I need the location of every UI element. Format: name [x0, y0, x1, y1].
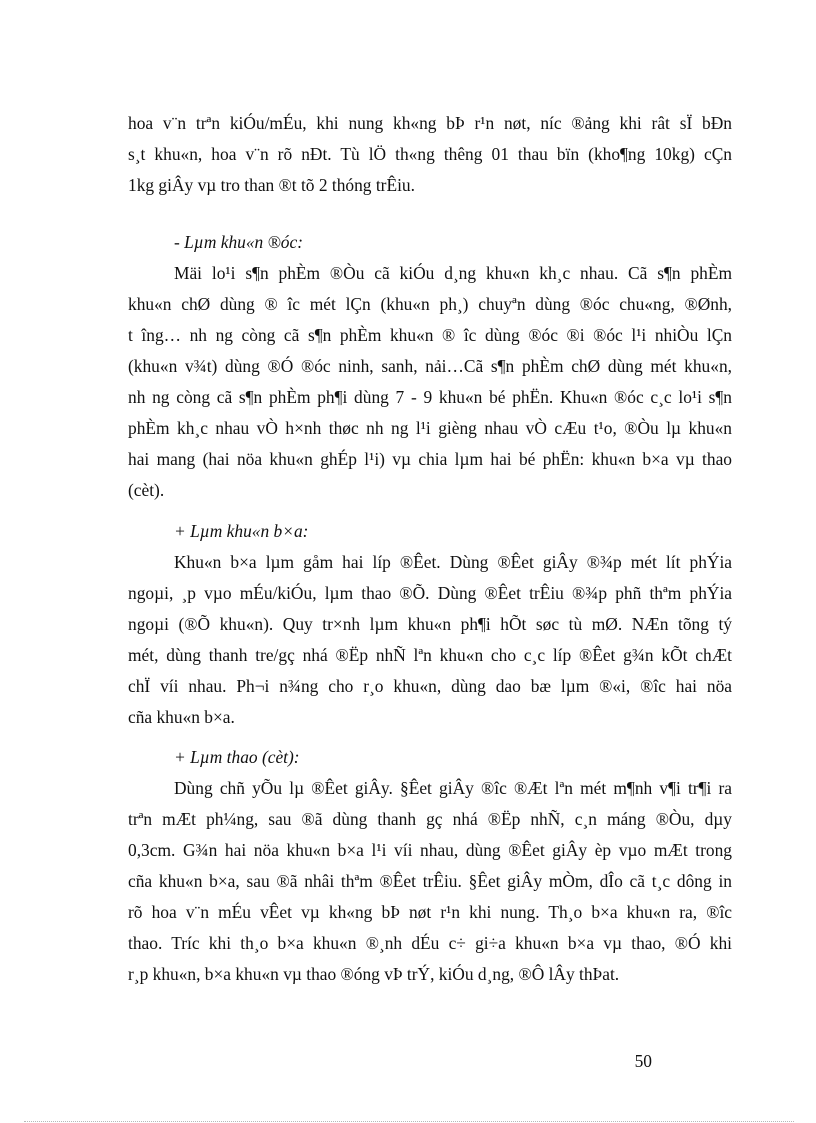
- paragraph-line: hoa v¨n trªn kiÓu/mÉu, khi nung kh«ng bÞ r¹n nøt, níc ®ảng khi rât sÏ bÐn: [128, 113, 732, 133]
- paragraph-line: chÏ víi nhau. Ph¬i n¾ng cho r¸o khu«n, dùng dao bæ lµm ®«i, ®îc hai nöa: [128, 676, 732, 696]
- section-heading-1: [128, 227, 732, 258]
- paragraph-line: 1kg giÂy vµ tro than ®t tõ 2 thóng trÊiu.: [128, 175, 415, 195]
- paragraph-line: t îng… nh ng còng cã s¶n phÈm khu«n ® îc dùng ®óc ®i ®óc l¹i nhiÒu lÇn: [128, 325, 732, 345]
- paragraph-line: ngoµi (®Õ khu«n). Quy tr×nh lµm khu«n ph¶i hÕt søc tù mØ. NÆn tõng tý: [128, 614, 732, 634]
- paragraph-2: [128, 258, 732, 506]
- paragraph-line: mét, dùng thanh tre/gç nhá ®Ëp nhÑ lªn khu«n cho c¸c líp ®Êet g¾n kÕt chÆt: [128, 645, 732, 665]
- page-bottom-divider: [24, 1121, 794, 1122]
- section-heading: + Lµm khu«n b×a:: [174, 521, 309, 541]
- paragraph-3: [128, 547, 732, 733]
- paragraph-line: Mäi lo¹i s¶n phÈm ®Òu cã kiÓu d¸ng khu«n kh¸c nhau. Cã s¶n phÈm: [174, 263, 732, 283]
- paragraph-line: ngoµi, ¸p vµo mÉu/kiÓu, lµm thao ®Õ. Dùng ®Êet trÊiu ®¾p phñ thªm phÝia: [128, 583, 732, 603]
- paragraph-line: trªn mÆt ph¼ng, sau ®ã dùng thanh gç nhá ®Ëp nhÑ, c¸n máng ®Òu, dµy: [128, 809, 732, 829]
- paragraph-line: Khu«n b×a lµm gåm hai líp ®Êet. Dùng ®Êet giÂy ®¾p mét lít phÝia: [174, 552, 732, 572]
- section-heading-3: [128, 742, 732, 773]
- section-heading: + Lµm thao (cèt):: [174, 747, 300, 767]
- paragraph-line: khu«n chØ dùng ® îc mét lÇn (khu«n ph¸) chuyªn dùng ®óc chu«ng, ®Ønh,: [128, 294, 732, 314]
- paragraph-line: rõ hoa v¨n mÉu vÊet vµ kh«ng bÞ nøt r¹n khi nung. Th¸o b×a khu«n ra, ®îc: [128, 902, 732, 922]
- paragraph-4: [128, 773, 732, 990]
- paragraph-line: s¸t khu«n, hoa v¨n rõ nÐt. Tù lÖ th«ng thêng 01 thau bïn (kho¶ng 10kg) cÇn: [128, 144, 732, 164]
- paragraph-1: [128, 108, 732, 201]
- paragraph-line: 0,3cm. G¾n hai nöa khu«n b×a l¹i víi nhau, dùng ®Êet giÂy èp vµo mÆt trong: [128, 840, 732, 860]
- paragraph-line: hai mang (hai nöa khu«n ghÉp l¹i) vµ chia lµm hai bé phËn: khu«n b×a vµ thao: [128, 449, 732, 469]
- paragraph-line: cña khu«n b×a, sau ®ã nhâi thªm ®Êet trÊiu. §Êet giÂy mÒm, dÎo cã t¸c dông in: [128, 871, 732, 891]
- paragraph-line: cña khu«n b×a.: [128, 707, 235, 727]
- paragraph-line: r¸p khu«n, b×a khu«n vµ thao ®óng vÞ trÝ, kiÓu d¸ng, ®Ô lÂy thÞat.: [128, 964, 620, 984]
- paragraph-line: (cèt).: [128, 480, 165, 500]
- paragraph-line: nh ng còng cã s¶n phÈm ph¶i dùng 7 - 9 khu«n bé phËn. Khu«n ®óc c¸c lo¹i s¶n: [128, 387, 732, 407]
- paragraph-line: phÈm kh¸c nhau vÒ h×nh thøc nh ng l¹i gièng nhau vÒ cÆu t¹o, ®Òu lµ khu«n: [128, 418, 732, 438]
- paragraph-line: Dùng chñ yÕu lµ ®Êet giÂy. §Êet giÂy ®îc ®Æt lªn mét m¶nh v¶i tr¶i ra: [174, 778, 732, 798]
- paragraph-line: thao. Tríc khi th¸o b×a khu«n ®¸nh dÉu c÷ gi÷a khu«n b×a vµ thao, ®Ó khi: [128, 933, 732, 953]
- section-heading: - Lµm khu«n ®óc:: [174, 232, 304, 252]
- section-heading-2: [128, 516, 732, 547]
- page-number: 50: [634, 1051, 652, 1071]
- paragraph-line: (khu«n v¾t) dùng ®Ó ®óc ninh, sanh, nải…Cã s¶n phÈm chØ dùng mét khu«n,: [128, 356, 732, 376]
